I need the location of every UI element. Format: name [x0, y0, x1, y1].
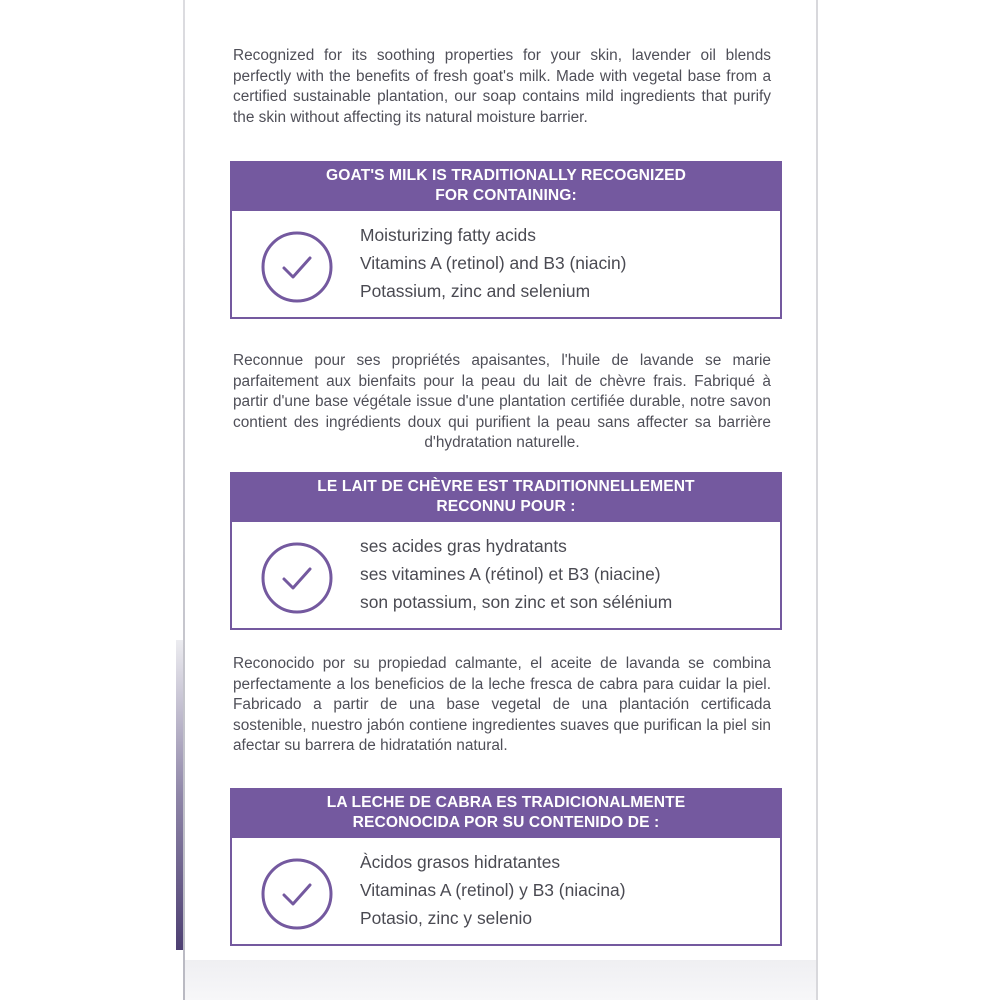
list-item: Potasio, zinc y selenio: [360, 908, 533, 928]
heading-line-1: GOAT'S MILK IS TRADITIONALLY RECOGNIZED: [326, 166, 686, 184]
box-side-shadow: [176, 640, 183, 950]
heading-line-2: RECONOCIDA POR SU CONTENIDO DE :: [352, 814, 660, 831]
list-item: Vitaminas A (retinol) y B3 (niacina): [360, 880, 626, 900]
box-left-edge: [183, 0, 185, 1000]
description-french: Reconnue pour ses propriétés apaisantes, l'huile de lavande se marie parfaitement aux bienfaits pour la peau du lait de chèvre frais. Fabriqué à partir d'une base végétale issue d'une plantation certifiée durable, notre savon contient des ingrédients doux qui purifient la peau sans affecter sa barrière d'hydratation naturelle.: [233, 352, 771, 451]
description-english: Recognized for its soothing properties for your skin, lavender oil blends perfectly with the benefits of fresh goat's milk. Made with vegetal base from a certified sustainable plantation, our soap contains mild ingredients that purify the skin without affecting its natural moisture barrier.: [233, 47, 771, 126]
benefits-list-spanish: [360, 848, 626, 932]
benefits-list-english: [360, 221, 626, 305]
list-item: son potassium, son zinc et son sélénium: [360, 592, 673, 612]
benefits-box-spanish: [230, 838, 782, 946]
benefits-heading-english: [230, 161, 782, 211]
box-right-edge: [816, 0, 818, 1000]
check-circle-icon: [260, 541, 334, 615]
benefits-box-french: [230, 522, 782, 630]
background-left: [0, 0, 183, 1000]
list-item: ses vitamines A (rétinol) et B3 (niacine): [360, 564, 661, 584]
list-item: Vitamins A (retinol) and B3 (niacin): [360, 253, 627, 273]
box-bottom-edge: [185, 960, 816, 1000]
benefits-heading-spanish: [230, 788, 782, 838]
heading-line-2: RECONNU POUR :: [436, 498, 576, 515]
list-item: ses acides gras hydratants: [360, 536, 567, 556]
benefits-box-english: [230, 211, 782, 319]
description-spanish: Reconocido por su propiedad calmante, el aceite de lavanda se combina perfectamente a los beneficios de la leche fresca de cabra para cuidar la piel. Fabricado a partir de una base vegetal de una plantación certificada sostenible, nuestro jabón contiene ingredientes suaves que purifican la piel sin afectar su barrera de hidratatión natural.: [233, 655, 771, 754]
list-item: Moisturizing fatty acids: [360, 225, 536, 245]
heading-line-1: LE LAIT DE CHÈVRE EST TRADITIONNELLEMENT: [317, 477, 695, 495]
heading-line-2: FOR CONTAINING:: [435, 187, 577, 204]
list-item: Àcidos grasos hidratantes: [360, 852, 561, 872]
benefits-heading-french: [230, 472, 782, 522]
list-item: Potassium, zinc and selenium: [360, 281, 591, 301]
check-circle-icon: [260, 230, 334, 304]
heading-line-1: LA LECHE DE CABRA ES TRADICIONALMENTE: [326, 793, 686, 811]
check-circle-icon: [260, 857, 334, 931]
benefits-list-french: [360, 532, 672, 616]
